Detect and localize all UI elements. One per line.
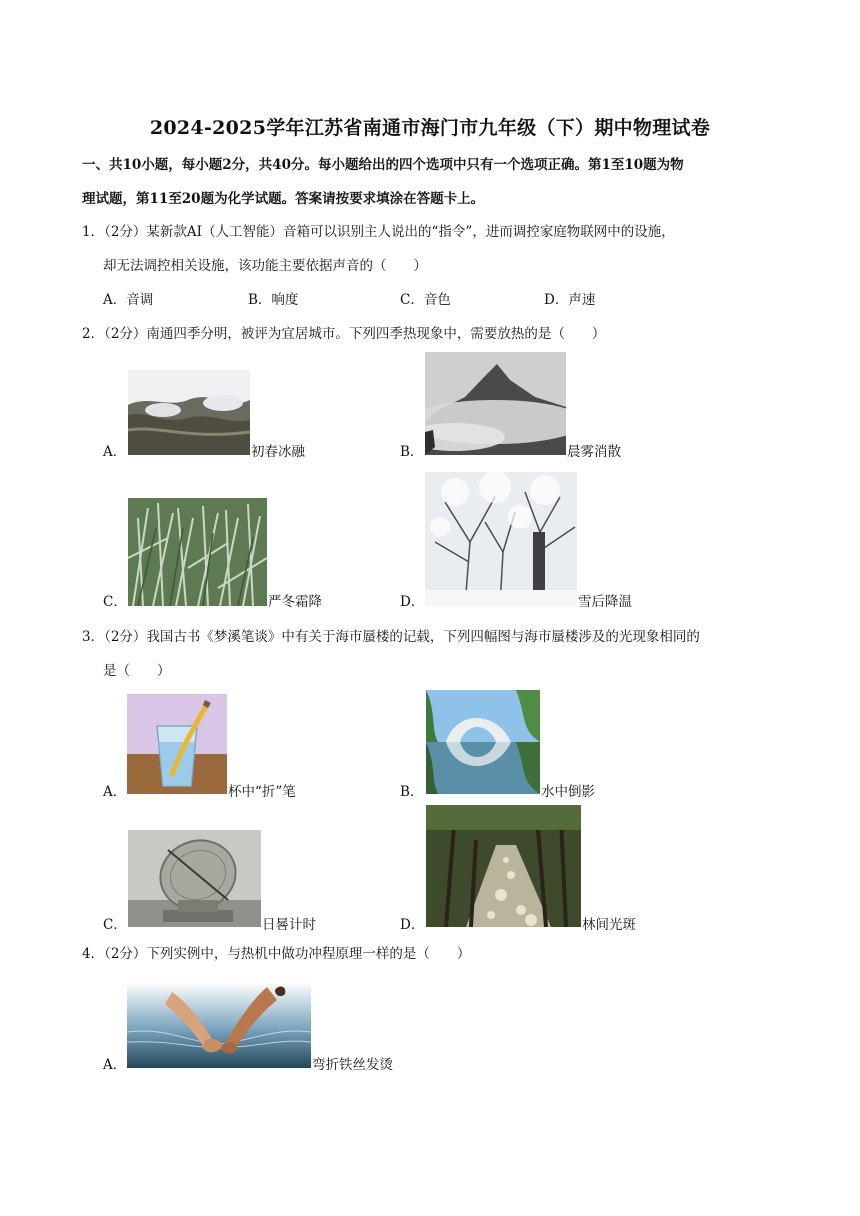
q3-option-a-caption: 杯中“折”笔 <box>228 784 296 800</box>
q3-option-b-caption: 水中倒影 <box>541 784 595 800</box>
q2-option-c-letter: C． <box>103 594 127 610</box>
q2-option-c-image-frost-grass <box>128 498 267 606</box>
q2-option-d-caption: 雪后降温 <box>578 594 632 610</box>
q3-stem-line2: 是（ ） <box>103 663 171 679</box>
q4-option-a-caption: 弯折铁丝发烫 <box>312 1057 393 1073</box>
q2-option-b-letter: B． <box>400 444 424 460</box>
q2-option-a-letter: A． <box>103 444 127 460</box>
q3-option-d-image-forest-light <box>426 805 581 927</box>
q3-option-c-image-sundial <box>128 830 261 927</box>
q2-option-d-letter: D． <box>400 594 425 610</box>
q1-option-d: D．声速 <box>544 292 596 308</box>
q4-option-a-image-bending-wire <box>127 982 311 1068</box>
q1-stem-line2: 却无法调控相关设施，该功能主要依据声音的（ ） <box>103 258 427 274</box>
section-instructions-line2: 理试题，第11至20题为化学试题。答案请按要求填涂在答题卡上。 <box>82 191 485 207</box>
q1-stem-line1: 1．（2分）某新款AI（人工智能）音箱可以识别主人说出的“指令”，进而调控家庭物联网中的设施， <box>82 224 675 240</box>
q3-option-b-image-bridge-reflection <box>426 690 540 794</box>
q3-option-a-letter: A． <box>103 784 127 800</box>
q2-option-b-caption: 晨雾消散 <box>567 444 621 460</box>
q3-option-c-letter: C． <box>103 917 127 933</box>
q2-stem: 2．（2分）南通四季分明，被评为宜居城市。下列四季热现象中，需要放热的是（ ） <box>82 326 606 342</box>
q1-option-c: C．音色 <box>400 292 451 308</box>
section-instructions-line1: 一、共10小题，每小题2分，共40分。每小题给出的四个选项中只有一个选项正确。第1至10题为物 <box>82 157 684 173</box>
q2-option-c-caption: 严冬霜降 <box>268 594 322 610</box>
q2-option-d-image-snowy-trees <box>425 472 577 606</box>
q3-option-d-letter: D． <box>400 917 425 933</box>
q2-option-a-image-ice-melting <box>128 370 250 455</box>
page-title: 2024-2025学年江苏省南通市海门市九年级（下）期中物理试卷 <box>149 117 711 139</box>
q3-option-d-caption: 林间光斑 <box>582 917 636 933</box>
q2-option-b-image-fog-mountain <box>425 352 566 455</box>
q3-option-b-letter: B． <box>400 784 424 800</box>
q1-option-b: B．响度 <box>248 292 299 308</box>
q4-stem: 4．（2分）下列实例中，与热机中做功冲程原理一样的是（ ） <box>82 946 471 962</box>
q4-option-a-letter: A． <box>103 1057 127 1073</box>
q1-option-a: A．音调 <box>103 292 154 308</box>
q3-option-a-image-bent-pencil <box>127 694 227 794</box>
q3-stem-line1: 3．（2分）我国古书《梦溪笔谈》中有关于海市蜃楼的记载，下列四幅图与海市蜃楼涉及的光现象相同的 <box>82 629 700 645</box>
q3-option-c-caption: 日晷计时 <box>262 917 316 933</box>
q2-option-a-caption: 初春冰融 <box>251 444 305 460</box>
